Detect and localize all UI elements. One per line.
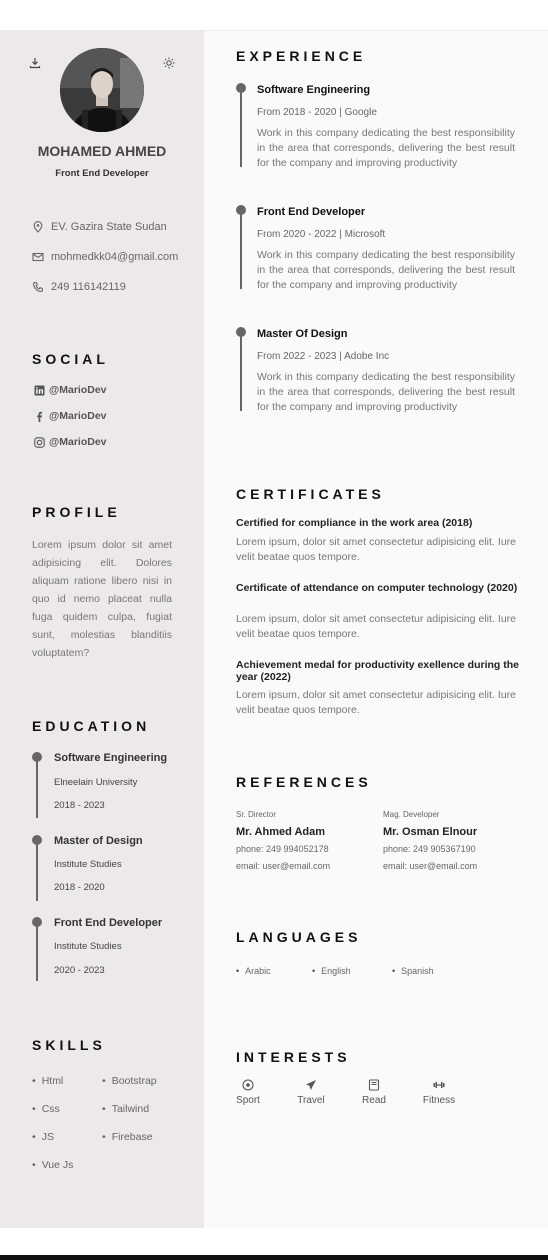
certificate-title: Certified for compliance in the work area (2018): [236, 517, 473, 529]
experience-job-title: Master Of Design: [257, 328, 348, 340]
person-role: Front End Developer: [55, 168, 149, 179]
skill-item: • Css: [32, 1103, 60, 1115]
reference-email[interactable]: email: user@email.com: [383, 861, 478, 871]
language-item: • Spanish: [392, 966, 434, 976]
languages-title: LANGUAGES: [236, 929, 362, 945]
skill-item: • Bootstrap: [102, 1075, 157, 1087]
language-item: • Arabic: [236, 966, 271, 976]
education-school: Elneelain University: [54, 777, 138, 788]
reference-name: Mr. Osman Elnour: [383, 826, 478, 838]
experience-title: EXPERIENCE: [236, 48, 367, 64]
certificate-description: Lorem ipsum, dolor sit amet consectetur adipisicing elit. Iure velit beatae quos tempore.: [236, 613, 516, 640]
mail-icon: [32, 251, 44, 263]
interest-read: [352, 1079, 396, 1106]
education-degree: Master of Design: [54, 835, 143, 847]
references-title: REFERENCES: [236, 774, 372, 790]
education-degree: Software Engineering: [54, 752, 168, 764]
interest-label: Read: [362, 1095, 386, 1106]
experience-meta: From 2020 - 2022 | Microsoft: [257, 229, 386, 240]
reference-phone: phone: 249 905367190: [383, 844, 476, 854]
interest-label: Travel: [297, 1095, 325, 1106]
education-school: Institute Studies: [54, 859, 122, 870]
ball-icon: [242, 1079, 254, 1091]
social-title: SOCIAL: [32, 351, 109, 367]
interest-label: Sport: [236, 1095, 260, 1106]
contact-address: [32, 221, 167, 233]
experience-timeline-line: [240, 89, 242, 167]
certificate-title: Achievement medal for productivity exellence during the year (2022): [236, 659, 519, 683]
location-icon: [32, 221, 44, 233]
interest-label: Fitness: [422, 1095, 456, 1106]
person-name: MOHAMED AHMED: [37, 143, 167, 159]
avatar: [60, 48, 144, 132]
reference-position: Mag. Developer: [383, 810, 440, 819]
experience-timeline-dot: [236, 205, 246, 215]
instagram-handle: @MarioDev: [49, 436, 107, 448]
experience-job-title: Front End Developer: [257, 206, 366, 218]
linkedin-handle: @MarioDev: [49, 384, 107, 396]
phone-text: 249 116142119: [51, 281, 126, 293]
address-text: EV. Gazira State Sudan: [51, 221, 167, 233]
experience-description: Work in this company dedicating the best responsibility in the area that corresponds, delivering the best result for the company and improving productivity: [257, 249, 515, 291]
linkedin-icon: [34, 385, 45, 396]
skill-item: • Firebase: [102, 1131, 153, 1143]
certificate-description: Lorem ipsum, dolor sit amet consectetur adipisicing elit. Iure velit beatae quos tempore.: [236, 689, 516, 716]
bottom-bar: [0, 1255, 548, 1260]
interest-sport: [226, 1079, 270, 1106]
education-degree: Front End Developer: [54, 917, 163, 929]
profile-title: PROFILE: [32, 504, 121, 520]
social-facebook[interactable]: [34, 410, 107, 422]
experience-meta: From 2018 - 2020 | Google: [257, 107, 377, 118]
education-timeline-dot: [32, 835, 42, 845]
experience-meta: From 2022 - 2023 | Adobe Inc: [257, 351, 390, 362]
reference-position: Sr. Director: [236, 810, 277, 819]
contact-email[interactable]: [32, 251, 178, 263]
education-years: 2020 - 2023: [54, 965, 105, 976]
education-years: 2018 - 2023: [54, 800, 105, 811]
sidebar: [0, 31, 204, 1228]
social-instagram[interactable]: [34, 436, 107, 448]
education-timeline-dot: [32, 752, 42, 762]
reference-email[interactable]: email: user@email.com: [236, 861, 331, 871]
facebook-handle: @MarioDev: [49, 410, 107, 422]
social-linkedin[interactable]: [34, 384, 107, 396]
experience-timeline-dot: [236, 327, 246, 337]
experience-description: Work in this company dedicating the best responsibility in the area that corresponds, delivering the best result for the company and improving productivity: [257, 371, 515, 413]
certificate-title: Certificate of attendance on computer technology (2020): [236, 582, 518, 594]
profile-text: Lorem ipsum dolor sit amet adipisicing elit. Dolores aliquam ratione libero nisi in quo id nemo placeat nulla fuga quidem culpa, fugiat sunt, molestias blanditiis voluptatem?: [32, 539, 172, 659]
sun-icon[interactable]: [163, 56, 179, 72]
contact-phone[interactable]: [32, 281, 126, 293]
experience-description: Work in this company dedicating the best responsibility in the area that corresponds, delivering the best result for the company and improving productivity: [257, 127, 515, 169]
skills-title: SKILLS: [32, 1037, 106, 1053]
education-years: 2018 - 2020: [54, 882, 105, 893]
skill-item: • Html: [32, 1075, 63, 1087]
interests-title: INTERESTS: [236, 1049, 351, 1065]
education-school: Institute Studies: [54, 941, 122, 952]
book-icon: [368, 1079, 380, 1091]
dumbbell-icon: [433, 1079, 445, 1091]
education-timeline-dot: [32, 917, 42, 927]
certificate-description: Lorem ipsum, dolor sit amet consectetur adipisicing elit. Iure velit beatae quos tempore.: [236, 536, 516, 563]
experience-timeline-line: [240, 333, 242, 411]
interest-fitness: [417, 1079, 461, 1106]
plane-icon: [305, 1079, 317, 1091]
education-timeline-line: [36, 841, 38, 901]
interest-travel: [289, 1079, 333, 1106]
experience-timeline-line: [240, 211, 242, 289]
main-content: [204, 31, 548, 1228]
skill-item: • Vue Js: [32, 1159, 73, 1171]
reference-name: Mr. Ahmed Adam: [236, 826, 326, 838]
email-text: mohmedkk04@gmail.com: [51, 251, 179, 263]
experience-job-title: Software Engineering: [257, 84, 371, 96]
language-item: • English: [312, 966, 351, 976]
skill-item: • JS: [32, 1131, 54, 1143]
resume-page: [0, 30, 548, 1227]
education-title: EDUCATION: [32, 718, 151, 734]
education-timeline-line: [36, 758, 38, 818]
instagram-icon: [34, 437, 45, 448]
skill-item: • Tailwind: [102, 1103, 149, 1115]
reference-phone: phone: 249 994052178: [236, 844, 329, 854]
experience-timeline-dot: [236, 83, 246, 93]
download-icon[interactable]: [29, 56, 45, 72]
phone-icon: [32, 281, 44, 293]
education-timeline-line: [36, 923, 38, 981]
facebook-icon: [34, 411, 45, 422]
certificates-title: CERTIFICATES: [236, 486, 385, 502]
